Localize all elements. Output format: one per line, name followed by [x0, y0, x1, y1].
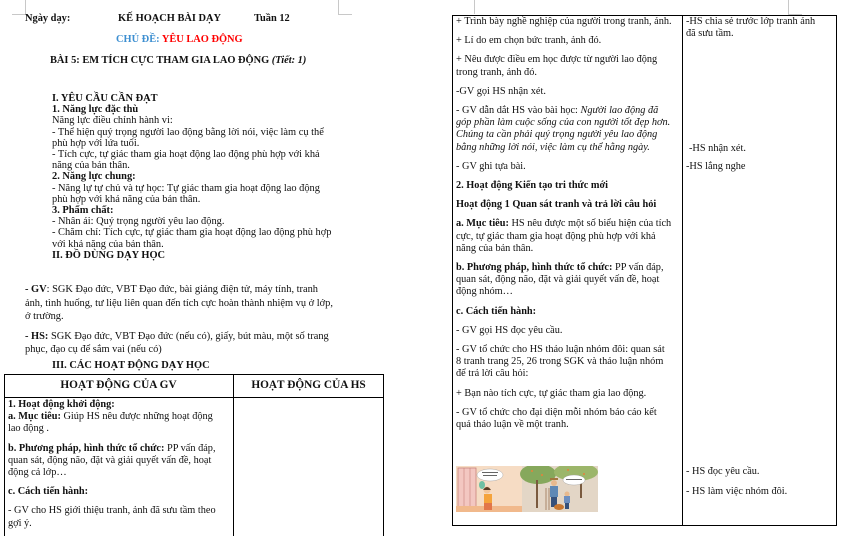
text-line: - GV tổ chức cho đại diện mỗi nhóm báo cáo kết — [456, 406, 657, 418]
hs-column-right — [686, 16, 834, 40]
text-line: + Bạn nào tích cực, tự giác tham gia lao động. — [456, 387, 647, 399]
hs-response-read: - HS đọc yêu cầu. — [686, 466, 760, 477]
method-label: b. Phương pháp, hình thức tổ chức: — [456, 262, 613, 274]
section1-title: I. YÊU CẦU CẦN ĐẠT — [52, 93, 158, 104]
corner-mark-top-left-h — [12, 14, 26, 15]
text-line: - GV ghi tựa bài. — [456, 160, 526, 172]
activity-title: 1. Hoạt động khởi động: — [8, 399, 115, 410]
section-requirements — [52, 93, 331, 261]
gv-materials — [25, 283, 333, 297]
text-line: - Chăm chỉ: Tích cực, tự giác tham gia hoạt động lao động phù hợp — [52, 227, 332, 239]
italic-quote: góp phần làm cuộc sống của con người tốt đẹp hơn. — [456, 117, 671, 129]
column-header-hs: HOẠT ĐỘNG CỦA HS — [251, 379, 366, 391]
text-line: Năng lực điều chỉnh hành vi: — [52, 115, 173, 127]
lesson-period: (Tiết: 1) — [271, 55, 307, 66]
text-line: - Tích cực, tự giác tham gia hoạt động lao động phù hợp với khả — [52, 149, 320, 161]
text-line: : SGK Đạo đức, VBT Đạo đức, bài giảng điện tử, máy tính, tranh — [46, 284, 318, 295]
text-line: + Nêu được điều em học được từ người lao động — [456, 54, 658, 66]
text-line: - Thể hiện quý trọng người lao động bằng lời nói, việc làm cụ thể — [52, 126, 324, 138]
text-line: ảnh, tình huống, tư liệu liên quan đến tích cực hoàn thành nhiệm vụ ở lớp, — [25, 297, 333, 309]
text-line: trong tranh, ảnh đó. — [456, 66, 537, 78]
text-line: - Nhân ái: Quý trọng người yêu lao động. — [52, 216, 225, 228]
text-line: - GV cho HS giới thiệu tranh, ảnh đã sưu tầm theo — [8, 505, 216, 517]
plan-title: KẾ HOẠCH BÀI DẠY — [118, 13, 222, 24]
objective-label: a. Mục tiêu: — [456, 218, 509, 230]
italic-quote: Người lao động đã — [580, 105, 659, 117]
text-line: - Năng lự tự chủ và tự học: Tự giác tham gia hoạt động lao động — [52, 182, 320, 194]
lesson-illustration — [456, 466, 598, 512]
date-label: Ngày dạy: — [25, 13, 71, 24]
corner-mark-top-right — [338, 0, 339, 14]
topic-prefix: CHỦ ĐỀ: — [116, 34, 160, 45]
text-line: - GV dẫn dắt HS vào bài học: — [456, 105, 581, 117]
teaching-materials — [25, 283, 333, 357]
topic-line — [116, 34, 243, 46]
section3-title: III. CÁC HOẠT ĐỘNG DẠY HỌC — [52, 360, 210, 371]
hs-materials — [25, 330, 333, 344]
text-line: quan sát, động não, đặt và giải quyết vấn đề, hoạt — [456, 274, 660, 286]
procedure-label: c. Cách tiến hành: — [8, 486, 89, 498]
corner-mark-top-right — [788, 0, 789, 14]
sub3-title: 3. Phẩm chất: — [52, 205, 114, 217]
method-label: b. Phương pháp, hình thức tổ chức: — [8, 442, 165, 454]
text-line: gợi ý. — [8, 517, 32, 529]
activity-title: 2. Hoạt động Kiến tạo tri thức mới — [456, 180, 609, 192]
text-line: -HS chia sẻ trước lớp tranh ảnh — [686, 16, 816, 27]
text-line: cực, tự giác tham gia hoạt động phù hợp với khả — [456, 230, 656, 242]
lesson-title: BÀI 5: EM TÍCH CỰC THAM GIA LAO ĐỘNG — [50, 55, 270, 66]
text-line: Giúp HS nêu được những hoạt động — [60, 411, 213, 423]
text-line: + Trình bày nghề nghiệp của người trong tranh, ảnh. — [456, 16, 672, 27]
text-line: + Lí do em chọn bức tranh, ảnh đó. — [456, 35, 602, 47]
text-line: lao động . — [8, 423, 49, 435]
text-line: -GV gọi HS nhận xét. — [456, 85, 546, 97]
text-line: năng của bản thân. — [456, 242, 534, 254]
text-line: với khả năng của bản thân. — [52, 238, 164, 250]
gv-label: - GV — [25, 284, 47, 295]
hs-response-comment: -HS nhận xét. — [689, 143, 746, 154]
sub1-title: 1. Năng lực đặc thù — [52, 104, 139, 116]
italic-quote: Chúng ta cần phải quý trọng người yêu lao động — [456, 129, 658, 141]
corner-mark-top-right-h — [338, 14, 352, 15]
gv-cell-warmup — [8, 399, 230, 530]
text-line: phục, đạo cụ để sắm vai (nếu có) — [25, 344, 162, 355]
procedure-label: c. Cách tiến hành: — [456, 305, 537, 317]
sub2-title: 2. Năng lực chung: — [52, 171, 136, 183]
italic-quote: bằng những lời nói, việc làm cụ thể hằng ngày. — [456, 141, 650, 153]
text-line: động nhóm… — [456, 286, 513, 298]
text-line: SGK Đạo đức, VBT Đạo đức (nếu có), giấy, bút màu, một số trang — [48, 330, 329, 342]
illustration-graphic — [456, 466, 598, 512]
text-line: - GV tổ chức cho HS thảo luận nhóm đôi: quan sát — [456, 344, 665, 356]
column-header-gv: HOẠT ĐỘNG CỦA GV — [60, 379, 177, 391]
text-line: quả thảo luận về một tranh. — [456, 419, 569, 431]
lesson-title-line — [50, 55, 306, 67]
text-line: năng của bản thân. — [52, 160, 130, 172]
text-line: PP vấn đáp, — [164, 442, 216, 454]
hs-response-listen: -HS lắng nghe — [686, 161, 746, 172]
topic-name: YÊU LAO ĐỘNG — [161, 34, 243, 45]
section2-title: II. ĐỒ DÙNG DẠY HỌC — [52, 249, 166, 261]
week-label: Tuần 12 — [254, 13, 290, 24]
text-line: để trả lời câu hỏi: — [456, 368, 529, 380]
text-line: ở trường. — [25, 311, 64, 322]
text-line: phù hợp với lứa tuổi. — [52, 137, 140, 149]
corner-mark-top-left — [474, 0, 475, 14]
text-line: - GV gọi HS đọc yêu cầu. — [456, 324, 563, 336]
text-line: HS nêu được một số biểu hiện của tích — [508, 218, 672, 230]
gv-column-right — [456, 16, 680, 431]
text-line: 8 tranh trang 25, 26 trong SGK và thảo luận nhóm — [456, 356, 664, 368]
hs-label: - HS: — [25, 330, 49, 342]
text-line: phù hợp với khả năng của bản thân. — [52, 193, 201, 205]
hs-response-pairwork: - HS làm việc nhóm đôi. — [686, 486, 788, 497]
activity-subtitle: Hoạt động 1 Quan sát tranh và trả lời câu hỏi — [456, 199, 657, 211]
text-line: đã sưu tầm. — [686, 28, 734, 40]
text-line: quan sát, động não, đặt và giải quyết vấn đề, hoạt — [8, 454, 212, 466]
text-line: PP vấn đáp, — [612, 262, 664, 274]
objective-label: a. Mục tiêu: — [8, 411, 61, 423]
text-line: động cả lớp… — [8, 467, 67, 479]
corner-mark-top-left — [25, 0, 26, 14]
